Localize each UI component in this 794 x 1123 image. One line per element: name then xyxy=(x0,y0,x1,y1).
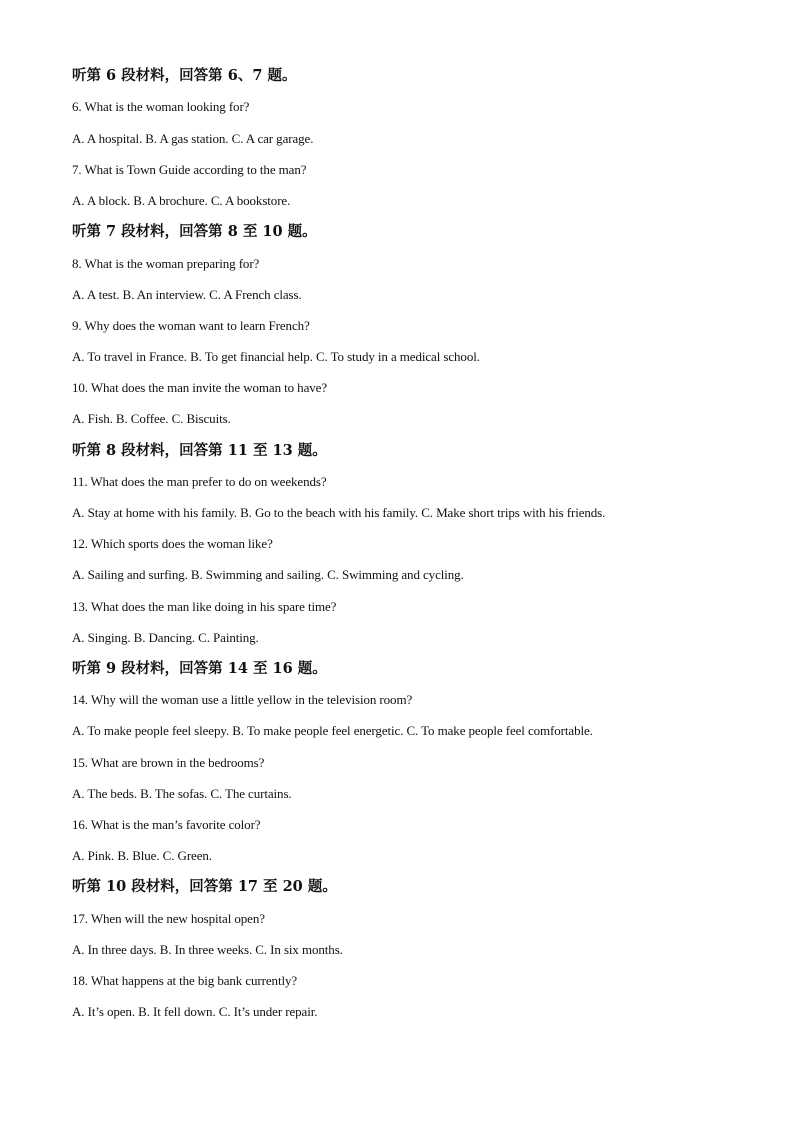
question-15: 15. What are brown in the bedrooms? xyxy=(72,755,265,770)
options-14: A. To make people feel sleepy. B. To make people feel energetic. C. To make people feel comfortable. xyxy=(72,723,593,738)
options-13: A. Singing. B. Dancing. C. Painting. xyxy=(72,630,259,645)
options-6: A. A hospital. B. A gas station. C. A car garage. xyxy=(72,131,314,146)
question-18: 18. What happens at the big bank currently? xyxy=(72,973,298,988)
question-17: 17. When will the new hospital open? xyxy=(72,911,265,926)
section-heading-10: 听第 10 段材料，回答第 17 至 20 题。 xyxy=(72,878,337,895)
options-17: A. In three days. B. In three weeks. C. In six months. xyxy=(72,942,343,957)
question-11: 11. What does the man prefer to do on weekends? xyxy=(72,474,327,489)
question-14: 14. Why will the woman use a little yellow in the television room? xyxy=(72,692,413,707)
section-heading-7: 听第 7 段材料，回答第 8 至 10 题。 xyxy=(72,223,317,240)
section-heading-9: 听第 9 段材料，回答第 14 至 16 题。 xyxy=(72,660,327,677)
options-11: A. Stay at home with his family. B. Go to the beach with his family. C. Make short trips with his friends. xyxy=(72,505,606,520)
section-heading-6: 听第 6 段材料，回答第 6、7 题。 xyxy=(72,67,297,84)
question-9: 9. Why does the woman want to learn French? xyxy=(72,318,310,333)
options-9: A. To travel in France. B. To get financial help. C. To study in a medical school. xyxy=(72,349,480,364)
options-12: A. Sailing and surfing. B. Swimming and sailing. C. Swimming and cycling. xyxy=(72,567,464,582)
options-10: A. Fish. B. Coffee. C. Biscuits. xyxy=(72,411,231,426)
question-7: 7. What is Town Guide according to the man? xyxy=(72,162,307,177)
question-10: 10. What does the man invite the woman to have? xyxy=(72,380,327,395)
question-8: 8. What is the woman preparing for? xyxy=(72,256,260,271)
question-12: 12. Which sports does the woman like? xyxy=(72,536,273,551)
question-13: 13. What does the man like doing in his spare time? xyxy=(72,599,337,614)
section-heading-8: 听第 8 段材料，回答第 11 至 13 题。 xyxy=(72,442,327,459)
options-16: A. Pink. B. Blue. C. Green. xyxy=(72,848,212,863)
options-18: A. It’s open. B. It fell down. C. It’s under repair. xyxy=(72,1004,318,1019)
options-15: A. The beds. B. The sofas. C. The curtains. xyxy=(72,786,292,801)
options-7: A. A block. B. A brochure. C. A bookstore. xyxy=(72,193,291,208)
options-8: A. A test. B. An interview. C. A French class. xyxy=(72,287,302,302)
question-6: 6. What is the woman looking for? xyxy=(72,99,250,114)
question-16: 16. What is the man’s favorite color? xyxy=(72,817,261,832)
